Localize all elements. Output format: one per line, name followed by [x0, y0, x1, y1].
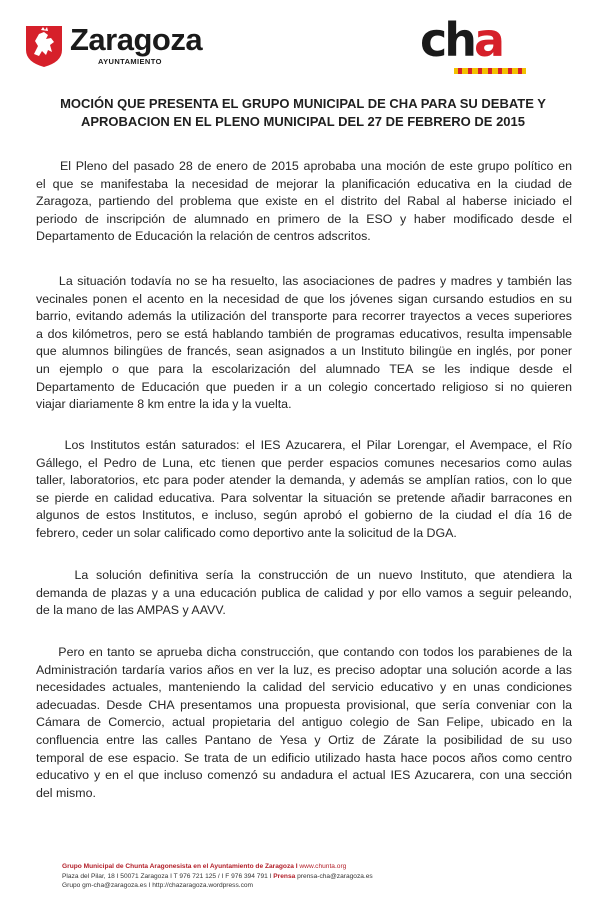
- footer-press-email[interactable]: prensa-cha@zaragoza.es: [295, 872, 373, 880]
- footer-separator: I: [293, 863, 300, 870]
- paragraph-line: viajar diariamente 8 km entre la ida y la vuelta.: [36, 397, 292, 412]
- zaragoza-wordmark: Zaragoza: [70, 22, 203, 57]
- paragraph-5: [36, 644, 572, 802]
- footer-group-line[interactable]: Grupo gm-cha@zaragoza.es I http://chazaragoza.wordpress.com: [62, 882, 254, 890]
- paragraph-line: Zaragoza, partiendo del problema que existe en el distrito del Rabal al haberse iniciado el: [36, 194, 572, 209]
- ayuntamiento-subtitle: AYUNTAMIENTO: [98, 57, 162, 66]
- paragraph-line: barrio, evitando además la utilización del transporte para recorrer trayectos a veces superiores: [36, 309, 572, 324]
- paragraph-line: el que se manifestaba la necesidad de mejorar la planificación educativa en la ciudad de: [36, 176, 572, 191]
- paragraph-line: que alumnos bilingües de francés, sean asignados a un Instituto bilingüe en inglés, por poner: [36, 344, 572, 359]
- paragraph-line: El Pleno del pasado 28 de enero de 2015 aprobaba una moción de este grupo político en: [36, 159, 572, 173]
- paragraph-2: [36, 273, 572, 414]
- paragraph-line: Departamento de Educación la relación de centros adscritos.: [36, 229, 371, 244]
- paragraph-line: necesidades actuales, manteniendo la calidad del servicio educativo y en unas condiciones: [36, 680, 572, 695]
- paragraph-line: Administración tardaría varios años en ver la luz, es preciso adoptar una solución acorde a las: [36, 662, 572, 677]
- footer-contact: [62, 862, 482, 891]
- paragraph-line: de la mano de las AMPAS y AAVV.: [36, 603, 226, 618]
- paragraph-line: confluencia entre las calles Pantano de Yesa y Ortiz de Zárate la posibilidad de su uso: [36, 732, 572, 747]
- paragraph-line: un ejemplo o que para la escolarización del alumnado TEA se les indique desde el: [36, 361, 572, 376]
- paragraph-line: Pero en tanto se aprueba dicha construcción, que contando con todos los parabienes de la: [36, 645, 572, 659]
- footer-address-line: [62, 872, 482, 882]
- paragraph-line: vecinales ponen el acento en la necesidad de que los jóvenes sigan cursando estudios en su: [36, 291, 572, 306]
- cha-wordmark-a: a: [474, 13, 503, 67]
- paragraph-3: [36, 437, 572, 543]
- motion-title-line-1: MOCIÓN QUE PRESENTA EL GRUPO MUNICIPAL DE CHA PARA SU DEBATE Y: [60, 96, 546, 111]
- footer-website-link[interactable]: www.chunta.org: [299, 863, 347, 870]
- paragraph-line: La solución definitiva sería la construcción de un nuevo Instituto, que atendiera la: [36, 568, 572, 582]
- cha-party-logo: [420, 13, 530, 78]
- motion-title-line-2: APROBACION EN EL PLENO MUNICIPAL DEL 27 DE FEBRERO DE 2015: [80, 114, 525, 129]
- paragraph-line: Los Institutos están saturados: el IES Azucarera, el Pilar Lorengar, el Avempace, el Río: [36, 438, 572, 452]
- footer-prensa-label: Prensa: [273, 872, 296, 880]
- footer-org-line: [62, 862, 482, 872]
- paragraph-line: educativo y en el que incluso comenzó su andadura el actual IES Azucarera, con una sección: [36, 768, 572, 783]
- footer-org-name: Grupo Municipal de Chunta Aragonesista en el Ayuntamiento de Zaragoza: [62, 863, 294, 870]
- paragraph-line: taller, laboratorios, etc para poder atender la demanda, y además se amplían ratios, con lo que: [36, 473, 572, 488]
- paragraph-line: se pierde en calidad educativa. Para solventar la situación se pretende añadir barracones en: [36, 490, 572, 505]
- zaragoza-city-logo: [24, 22, 203, 72]
- cha-wordmark: [420, 12, 502, 68]
- paragraph-line: La situación todavía no se ha resuelto, las asociaciones de padres y madres y también las: [36, 274, 572, 288]
- paragraph-line: temporal de ese espacio. Se trata de un edificio utilizado hasta hace pocos años como centro: [36, 750, 572, 765]
- paragraph-line: a dos kilómetros, pero se está hablando también de programas educativos, resulta impensable: [36, 326, 572, 341]
- paragraph-line: Departamento de Educación que pueden ir a un colegio concertado religioso si no quieren: [36, 379, 572, 394]
- paragraph-line: Cámara de Comercio, actual propietaria del antiguo colegio de San Felipe, ubicado en la: [36, 715, 572, 730]
- motion-title: [30, 95, 576, 131]
- footer-address: Plaza del Pilar, 18 I 50071 Zaragoza I T 976 721 125 / I F 976 394 791 I: [62, 872, 274, 880]
- paragraph-line: demanda de plazas y a una educación publica de calidad y por ello vamos a seguir peleando,: [36, 585, 572, 600]
- paragraph-line: Gállego, el Pedro de Luna, etc tienen que perder espacios comunes necesarios como aulas: [36, 455, 572, 470]
- aragon-stripes-icon: [454, 68, 526, 74]
- paragraph-1: [36, 158, 572, 246]
- paragraph-line: periodo de inscripción de alumnado en primero de la ESO y haber modificado desde el: [36, 211, 572, 226]
- paragraph-4: [36, 567, 572, 620]
- paragraph-line: febrero, ceder un solar calificado como deportivo ante la solicitud de la DGA.: [36, 525, 457, 540]
- paragraph-line: del mismo.: [36, 785, 96, 800]
- cha-wordmark-ch: ch: [420, 13, 475, 67]
- paragraph-line: adecuadas. Desde CHA presentamos una propuesta provisional, que sería conveniar con la: [36, 697, 572, 712]
- paragraph-line: algunos de estos Institutos, e incluso, según aprobó el gobierno de la ciudad el día 16 de: [36, 508, 572, 523]
- zaragoza-lion-shield-icon: [24, 24, 64, 68]
